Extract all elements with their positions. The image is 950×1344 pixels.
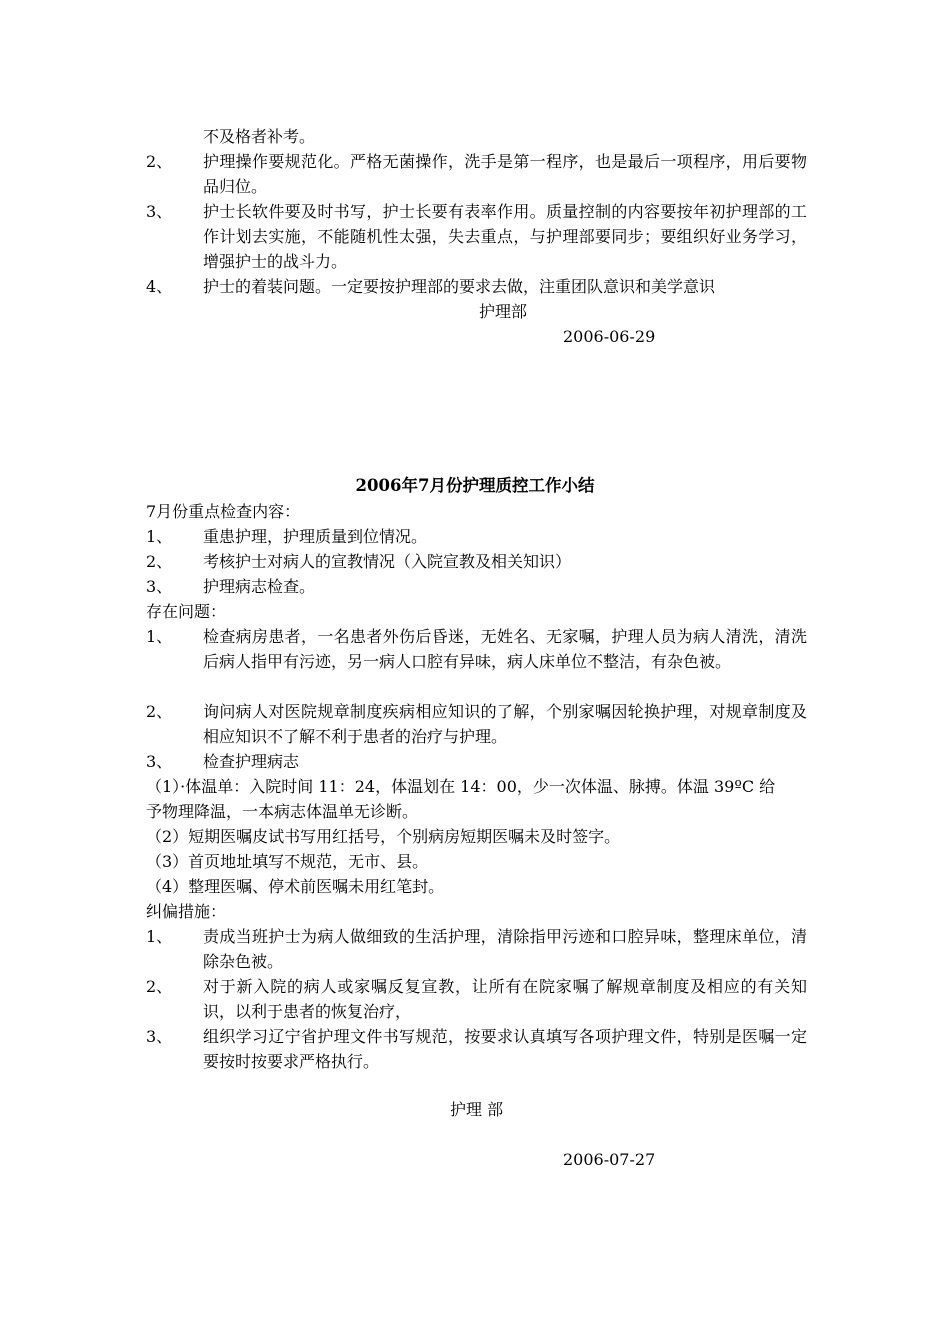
item-text: 护士的着装问题。一定要按护理部的要求去做，注重团队意识和美学意识 [203, 277, 716, 296]
continuation-text: 不及格者补考。 [203, 127, 316, 146]
sub-item-3: （3）首页地址填写不规范，无市、县。 [146, 852, 429, 871]
item-number: 3、 [146, 752, 173, 771]
item-text: 责成当班护士为病人做细致的生活护理，清除指甲污迹和口腔异味，整理床单位，清除杂色被。 [203, 927, 807, 971]
item-text: 护士长软件要及时书写，护士长要有表率作用。质量控制的内容要按年初护理部的工作计划去实施，不能随机性太强，失去重点，与护理部要同步；要组织好业务学习，增强护士的战斗力。 [203, 202, 807, 271]
item-number: 2、 [146, 702, 173, 721]
item-number: 3、 [146, 202, 173, 221]
signature-department: 护理 部 [450, 1100, 504, 1119]
item-text: 组织学习辽宁省护理文件书写规范，按要求认真填写各项护理文件，特别是医嘱一定要按时按要求严格执行。 [203, 1027, 807, 1071]
item-number: 2、 [146, 977, 173, 996]
item-number: 2、 [146, 152, 173, 171]
item-text: 检查护理病志 [203, 752, 300, 771]
item-text: 护理操作要规范化。严格无菌操作，洗手是第一程序，也是最后一项程序，用后要物品归位。 [203, 152, 807, 196]
sub-item-1: （1）·体温单：入院时间 11：24，体温划在 14：00，少一次体温、脉搏。体温 39ºC 给 [146, 777, 776, 796]
signature-date: 2006-07-27 [563, 1150, 656, 1169]
item-number: 4、 [146, 277, 173, 296]
item-number: 2、 [146, 552, 173, 571]
item-number: 3、 [146, 577, 173, 596]
measures-heading: 纠偏措施： [146, 902, 227, 921]
item-text: 考核护士对病人的宣教情况（入院宣教及相关知识） [203, 552, 572, 571]
item-text: 重患护理，护理质量到位情况。 [203, 527, 428, 546]
sub-item-1-continued: 予物理降温，一本病志体温单无诊断。 [146, 802, 419, 821]
item-number: 1、 [146, 627, 173, 646]
item-text: 询问病人对医院规章制度疾病相应知识的了解，个别家嘱因轮换护理，对规章制度及相应知识不了解不利于患者的治疗与护理。 [203, 702, 807, 746]
item-number: 1、 [146, 527, 173, 546]
signature-department: 护理部 [479, 302, 528, 321]
item-number: 1、 [146, 927, 173, 946]
item-text: 护理病志检查。 [203, 577, 316, 596]
sub-item-4: （4）整理医嘱、停术前医嘱未用红笔封。 [146, 877, 445, 896]
item-number: 3、 [146, 1027, 173, 1046]
page-title: 2006年7月份护理质控工作小结 [355, 476, 595, 495]
check-heading: 7月份重点检查内容： [146, 502, 301, 521]
item-text: 检查病房患者，一名患者外伤后昏迷，无姓名、无家嘱，护理人员为病人清洗，清洗后病人指甲有污迹，另一病人口腔有异味，病人床单位不整洁，有杂色被。 [203, 627, 807, 671]
signature-date: 2006-06-29 [563, 327, 656, 346]
sub-item-2: （2）短期医嘱皮试书写用红括号，个别病房短期医嘱未及时签字。 [146, 827, 621, 846]
item-text: 对于新入院的病人或家嘱反复宣教，让所有在院家嘱了解规章制度及相应的有关知识，以利于患者的恢复治疗， [203, 977, 807, 1021]
problems-heading: 存在问题： [146, 602, 227, 621]
